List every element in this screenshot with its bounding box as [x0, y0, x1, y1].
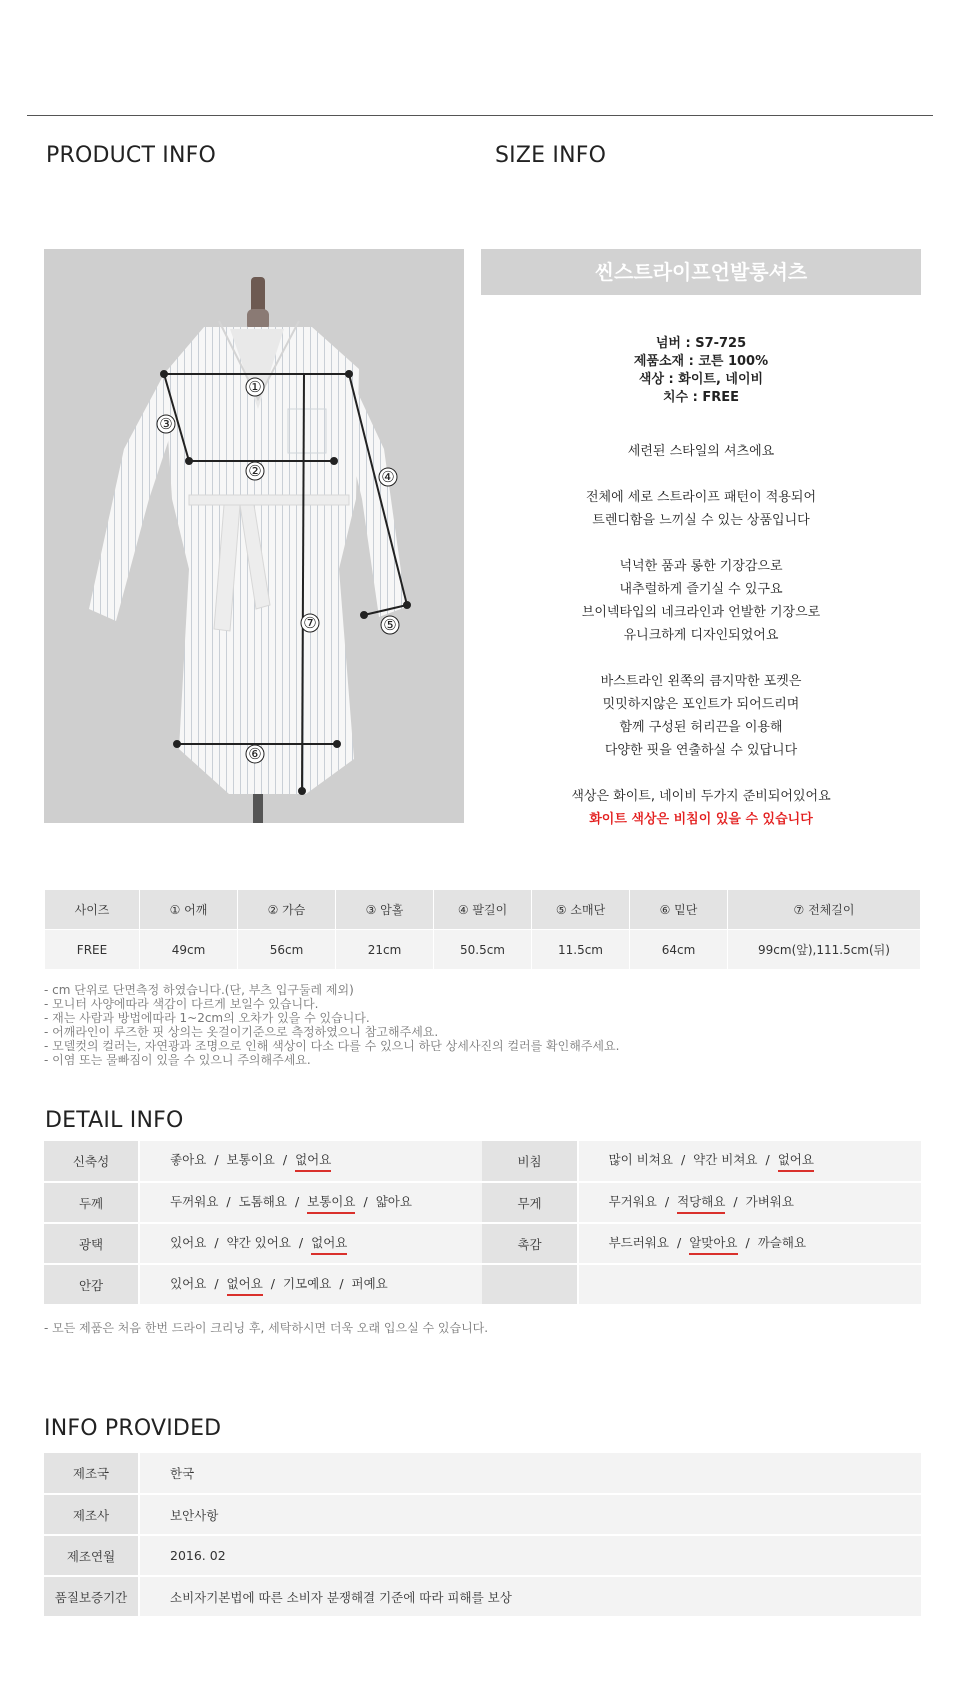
- detail-label-stretch: 신축성: [44, 1141, 139, 1182]
- size-table-header: [45, 890, 921, 930]
- spec-number: 넘버 : S7-725: [655, 336, 747, 351]
- info-value-warranty: 소비자기본법에 따른 소비자 분쟁해결 기준에 따라 피해를 보상: [139, 1576, 921, 1617]
- size-header-cell: 사이즈: [45, 890, 140, 930]
- warning-text: 화이트 색상은 비침이 있을 수 있습니다: [589, 812, 813, 827]
- marker-7: ⑦: [303, 614, 317, 632]
- detail-option-selected: 없어요: [295, 1150, 331, 1172]
- detail-option: 많이 비쳐요: [608, 1152, 673, 1167]
- detail-label-thickness: 두께: [44, 1182, 139, 1223]
- detail-info-table: [44, 1141, 921, 1306]
- product-name-banner: 씬스트라이프언발롱셔츠: [481, 249, 921, 295]
- detail-label-touch: 촉감: [482, 1223, 577, 1264]
- size-cell: 11.5cm: [532, 930, 630, 970]
- detail-option: 퍼예요: [351, 1275, 388, 1291]
- product-photo: [44, 249, 464, 823]
- detail-row: [44, 1141, 921, 1182]
- info-label-maker: 제조사: [44, 1494, 139, 1535]
- detail-options-lining: 있어요 / 없어요 / 기모예요 / 퍼예요: [139, 1264, 482, 1305]
- detail-option: 도톰해요: [238, 1193, 287, 1209]
- detail-option-selected: 없어요: [311, 1233, 347, 1255]
- marker-2: ②: [248, 462, 262, 480]
- table-row: [44, 1535, 921, 1576]
- info-value-country: 한국: [139, 1453, 921, 1494]
- size-note: - 모니터 사양에따라 색감이 다르게 보일수 있습니다.: [44, 997, 319, 1011]
- size-header-cell: ① 어깨: [140, 890, 238, 930]
- detail-option-selected: 없어요: [778, 1150, 814, 1172]
- product-info-heading: PRODUCT INFO: [46, 143, 217, 168]
- size-header-cell: ⑥ 밑단: [630, 890, 728, 930]
- detail-option: 좋아요: [170, 1152, 207, 1167]
- detail-options-thickness: 두꺼워요 / 도톰해요 / 보통이요 / 얇아요: [139, 1182, 482, 1223]
- detail-option: 무거워요: [608, 1193, 657, 1209]
- detail-option: 약간 비쳐요: [693, 1152, 758, 1167]
- detail-options-weight: 무거워요 / 적당해요 / 가벼워요: [578, 1182, 921, 1223]
- detail-option-selected: 적당해요: [677, 1192, 725, 1214]
- size-note: - 이염 또는 물빠짐이 있을 수 있으니 주의해주세요.: [44, 1053, 311, 1067]
- detail-option-selected: 없어요: [227, 1274, 263, 1296]
- marker-4: ④: [381, 468, 395, 486]
- detail-options-gloss: 있어요 / 약간 있어요 / 없어요: [139, 1223, 482, 1264]
- table-row: [44, 1453, 921, 1494]
- detail-info-heading: DETAIL INFO: [45, 1108, 184, 1133]
- detail-options-stretch: 좋아요 / 보통이요 / 없어요: [139, 1141, 482, 1182]
- table-row: [44, 1576, 921, 1617]
- size-cell: 64cm: [630, 930, 728, 970]
- size-note: - 모델컷의 컬러는, 자연광과 조명으로 인해 색상이 다소 다를 수 있으니 하단 상세사진의 컬러를 확인해주세요.: [44, 1039, 620, 1053]
- detail-option: 있어요: [170, 1275, 207, 1291]
- desc-paragraph-1: 세련된 스타일의 셔츠에요: [627, 444, 775, 459]
- size-cell: 49cm: [140, 930, 238, 970]
- info-label-date: 제조연월: [44, 1535, 139, 1576]
- table-row: [45, 930, 921, 970]
- table-row: [44, 1494, 921, 1535]
- desc-paragraph-3: 넉넉한 품과 롱한 기장감으로 내추럴하게 즐기실 수 있구요 브이넥타입의 네크라인과 언발한 기장으로 유니크하게 디자인되었어요: [581, 559, 821, 643]
- detail-care-note: - 모든 제품은 처음 한번 드라이 크리닝 후, 세탁하시면 더욱 오래 입으실 수 있습니다.: [44, 1321, 489, 1335]
- detail-label-empty: [482, 1264, 577, 1305]
- spec-size: 치수 : FREE: [662, 390, 740, 405]
- size-cell: 56cm: [238, 930, 336, 970]
- detail-option-selected: 알맞아요: [689, 1233, 737, 1255]
- desc-paragraph-5: [481, 785, 921, 831]
- spec-material: 제품소재 : 코튼 100%: [633, 354, 769, 369]
- detail-option: 까슬해요: [757, 1234, 807, 1250]
- desc-paragraph-2: 전체에 세로 스트라이프 패턴이 적용되어 트렌디함을 느끼실 수 있는 상품입니다: [585, 490, 816, 528]
- size-header-cell: ④ 팔길이: [434, 890, 532, 930]
- detail-options-touch: 부드러워요 / 알맞아요 / 까슬해요: [578, 1223, 921, 1264]
- marker-3: ③: [159, 415, 173, 433]
- detail-option: 있어요: [170, 1234, 207, 1250]
- detail-row: [44, 1264, 921, 1305]
- info-label-country: 제조국: [44, 1453, 139, 1494]
- marker-1: ①: [248, 378, 262, 396]
- info-provided-heading: INFO PROVIDED: [44, 1416, 222, 1441]
- size-note: - 재는 사람과 방법에따라 1~2cm의 오차가 있을 수 있습니다.: [44, 1011, 370, 1025]
- detail-option: 기모예요: [283, 1275, 332, 1291]
- detail-option: 가벼워요: [745, 1193, 794, 1209]
- desc-paragraph-4: 바스트라인 왼쪽의 큼지막한 포켓은 밋밋하지않은 포인트가 되어드리며 함께 구성된 허리끈을 이용해 다양한 핏을 연출하실 수 있답니다: [600, 674, 802, 758]
- marker-6: ⑥: [248, 745, 262, 763]
- detail-option: 약간 있어요: [226, 1234, 291, 1250]
- info-value-maker: 보안사항: [139, 1494, 921, 1535]
- detail-row: [44, 1223, 921, 1264]
- detail-option-selected: 보통이요: [307, 1192, 355, 1214]
- detail-row: [44, 1182, 921, 1223]
- size-info-heading: SIZE INFO: [495, 143, 607, 168]
- spec-list: [481, 335, 921, 407]
- spec-color: 색상 : 화이트, 네이비: [638, 372, 764, 387]
- detail-label-lining: 안감: [44, 1264, 139, 1305]
- detail-option: 두꺼워요: [170, 1193, 219, 1209]
- shirt-dress-illustration: [44, 249, 464, 823]
- size-note: - 어깨라인이 루즈한 핏 상의는 옷걸이기준으로 측정하였으니 참고해주세요.: [44, 1025, 439, 1039]
- detail-option: 보통이요: [226, 1152, 275, 1167]
- marker-5: ⑤: [383, 616, 397, 634]
- detail-option: 얇아요: [375, 1193, 412, 1209]
- detail-option: 부드러워요: [608, 1234, 669, 1250]
- top-divider: [27, 115, 933, 116]
- detail-options-empty: [578, 1264, 921, 1305]
- size-header-cell: ⑤ 소매단: [532, 890, 630, 930]
- size-table: [44, 889, 921, 970]
- detail-label-weight: 무게: [482, 1182, 577, 1223]
- size-cell: 21cm: [336, 930, 434, 970]
- size-header-cell: ② 가슴: [238, 890, 336, 930]
- info-provided-table: [44, 1453, 921, 1618]
- size-header-cell: ⑦ 전체길이: [728, 890, 921, 930]
- detail-label-gloss: 광택: [44, 1223, 139, 1264]
- detail-label-sheer: 비침: [482, 1141, 577, 1182]
- product-description: [481, 440, 921, 831]
- color-note: 색상은 화이트, 네이비 두가지 준비되어있어요: [571, 789, 831, 804]
- detail-options-sheer: 많이 비쳐요 / 약간 비쳐요 / 없어요: [578, 1141, 921, 1182]
- size-cell: 50.5cm: [434, 930, 532, 970]
- size-header-cell: ③ 암홀: [336, 890, 434, 930]
- info-label-warranty: 품질보증기간: [44, 1576, 139, 1617]
- size-notes: [44, 983, 619, 1067]
- info-value-date: 2016. 02: [139, 1535, 921, 1576]
- size-cell: FREE: [45, 930, 140, 970]
- size-note: - cm 단위로 단면측정 하였습니다.(단, 부츠 입구둘레 제외): [44, 983, 354, 997]
- size-cell: 99cm(앞),111.5cm(뒤): [728, 930, 921, 970]
